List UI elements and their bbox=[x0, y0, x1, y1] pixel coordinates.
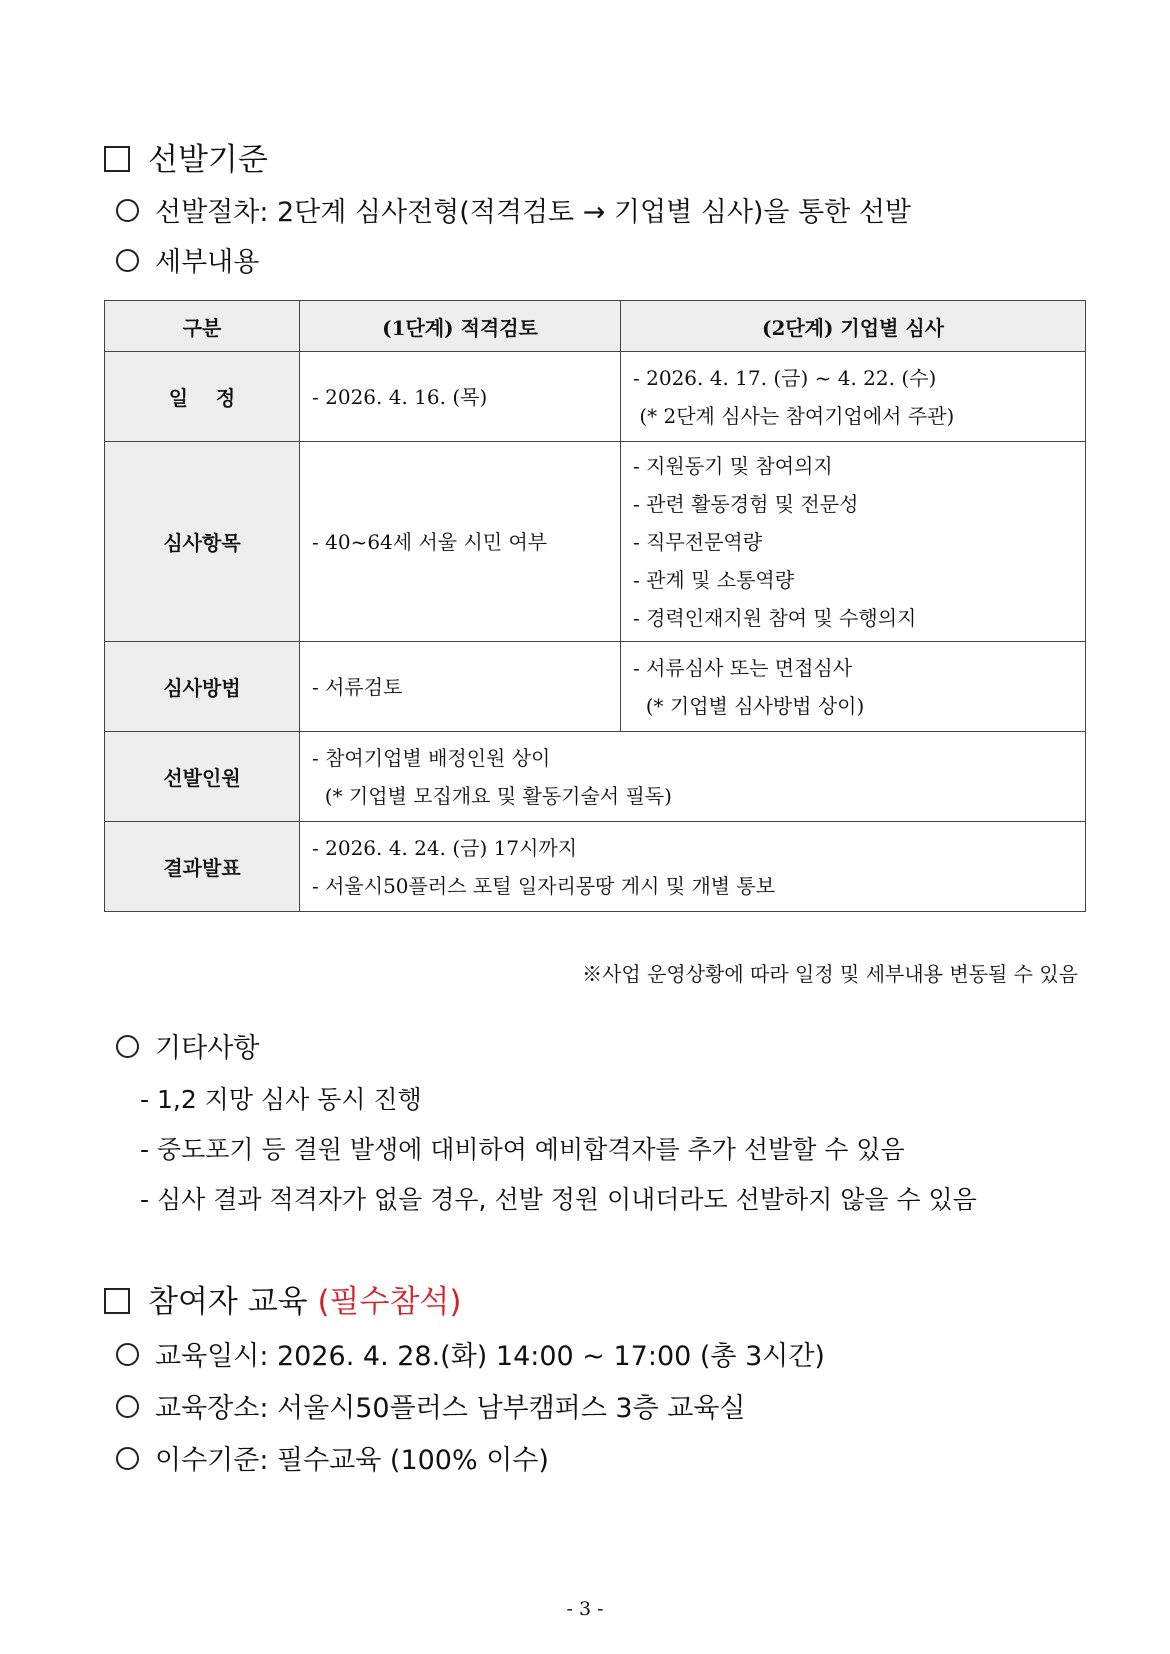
header-category: 구분 bbox=[105, 301, 300, 352]
circle-bullet-icon bbox=[116, 1343, 139, 1366]
page-number: - 3 - bbox=[566, 1598, 604, 1620]
row-label: 심사항목 bbox=[105, 442, 300, 642]
square-bullet-icon bbox=[104, 1288, 130, 1314]
items-stage2: - 지원동기 및 참여의지 - 관련 활동경험 및 전문성 - 직무전문역량 - 관계 및 소통역량 - 경력인재지원 참여 및 수행의지 bbox=[621, 442, 1086, 642]
table-row-result bbox=[105, 822, 1086, 912]
items-stage1: - 40~64세 서울 시민 여부 bbox=[300, 442, 621, 642]
etc-item: - 1,2 지망 심사 동시 진행 bbox=[140, 1085, 422, 1114]
selection-procedure: 선발절차: 2단계 심사전형(적격검토 → 기업별 심사)을 통한 선발 bbox=[116, 190, 911, 229]
education-datetime: 교육일시: 2026. 4. 28.(화) 14:00 ~ 17:00 (총 3시간) bbox=[116, 1334, 825, 1373]
education-place: 교육장소: 서울시50플러스 남부캠퍼스 3층 교육실 bbox=[116, 1386, 746, 1425]
circle-bullet-icon bbox=[116, 199, 139, 222]
table-row-items bbox=[105, 442, 1086, 642]
header-stage1: (1단계) 적격검토 bbox=[300, 301, 621, 352]
selection-criteria-table bbox=[104, 300, 1086, 912]
required-emphasis: (필수참석) bbox=[317, 1284, 462, 1320]
method-stage2: - 서류심사 또는 면접심사 (* 기업별 심사방법 상이) bbox=[621, 642, 1086, 732]
schedule-stage2: - 2026. 4. 17. (금) ~ 4. 22. (수) (* 2단계 심사는 참여기업에서 주관) bbox=[621, 352, 1086, 442]
method-stage1: - 서류검토 bbox=[300, 642, 621, 732]
section-title-education: 참여자 교육 (필수참석) bbox=[104, 1276, 461, 1321]
circle-bullet-icon bbox=[116, 1447, 139, 1470]
section-title-selection: 선발기준 bbox=[104, 134, 268, 179]
square-bullet-icon bbox=[104, 146, 130, 172]
table-row-schedule bbox=[105, 352, 1086, 442]
schedule-stage1: - 2026. 4. 16. (목) bbox=[300, 352, 621, 442]
result-merged: - 2026. 4. 24. (금) 17시까지 - 서울시50플러스 포털 일자리몽땅 게시 및 개별 통보 bbox=[300, 822, 1086, 912]
etc-item: - 중도포기 등 결원 발생에 대비하여 예비합격자를 추가 선발할 수 있음 bbox=[140, 1135, 905, 1164]
header-stage2: (2단계) 기업별 심사 bbox=[621, 301, 1086, 352]
table-note: ※사업 운영상황에 따라 일정 및 세부내용 변동될 수 있음 bbox=[582, 962, 1078, 986]
etc-label: 기타사항 bbox=[116, 1026, 259, 1065]
circle-bullet-icon bbox=[116, 249, 139, 272]
row-label: 심사방법 bbox=[105, 642, 300, 732]
row-label: 일 정 bbox=[105, 352, 300, 442]
etc-item: - 심사 결과 적격자가 없을 경우, 선발 정원 이내더라도 선발하지 않을 수 있음 bbox=[140, 1185, 977, 1214]
row-label: 결과발표 bbox=[105, 822, 300, 912]
selection-merged: - 참여기업별 배정인원 상이 (* 기업별 모집개요 및 활동기술서 필독) bbox=[300, 732, 1086, 822]
education-criteria: 이수기준: 필수교육 (100% 이수) bbox=[116, 1438, 549, 1477]
circle-bullet-icon bbox=[116, 1395, 139, 1418]
table-row-selection bbox=[105, 732, 1086, 822]
details-label: 세부내용 bbox=[116, 240, 259, 279]
circle-bullet-icon bbox=[116, 1035, 139, 1058]
table-header-row bbox=[105, 301, 1086, 352]
table-row-method bbox=[105, 642, 1086, 732]
row-label: 선발인원 bbox=[105, 732, 300, 822]
